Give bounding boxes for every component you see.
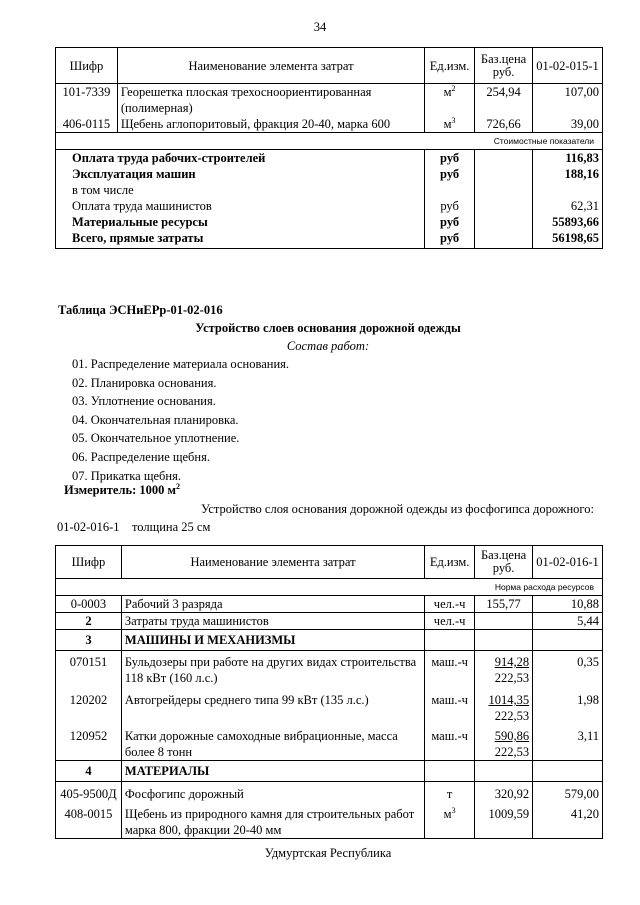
item-text: толщина 25 см xyxy=(132,520,211,534)
works-list xyxy=(72,355,289,485)
list-item: 06. Распределение щебня. xyxy=(72,449,210,464)
works-title: Состав работ: xyxy=(286,339,370,353)
page-number: 34 xyxy=(313,20,327,34)
cost-row: Оплата труда рабочих-строителей руб 116,83 xyxy=(56,150,603,167)
table-row: 2 Затраты труда машинистов чел.-ч 5,44 xyxy=(56,613,603,630)
table-row: 0-0003 Рабочий 3 разряда чел.-ч 155,77 10,88 xyxy=(56,596,603,613)
list-item: 03. Уплотнение основания. xyxy=(72,394,216,409)
table-header xyxy=(56,48,603,84)
col-code: Шифр xyxy=(56,546,122,579)
group-row: 4 МАТЕРИАЛЫ xyxy=(56,761,603,782)
col-unit: Ед.изм. xyxy=(425,546,475,579)
cost-row: в том числе xyxy=(56,182,603,198)
resources-table-015 xyxy=(55,47,603,249)
col-price: Баз.цена руб. xyxy=(475,48,533,84)
list-item: 05. Окончательное уплотнение. xyxy=(72,431,240,446)
table-row: 120952 Катки дорожные самоходные вибрационные, масса более 8 тонн маш.-ч 590,86 222,53 3,11 xyxy=(56,724,603,761)
table-header xyxy=(56,546,603,579)
norm-header-row: Норма расхода ресурсов xyxy=(56,579,603,596)
list-item: 02. Планировка основания. xyxy=(72,375,217,390)
col-norm: 01-02-016-1 xyxy=(533,546,603,579)
item-code: 01-02-016-1 xyxy=(57,520,120,534)
col-price: Баз.цена руб. xyxy=(475,546,533,579)
cost-row: Эксплуатация машин руб 188,16 xyxy=(56,166,603,182)
table-title: Таблица ЭСНиЕРр-01-02-016 xyxy=(58,303,223,317)
list-item: 04. Окончательная планировка. xyxy=(72,412,239,427)
meter: Измеритель: 1000 $м^2$ xyxy=(64,481,181,497)
col-name: Наименование элемента затрат xyxy=(117,48,424,84)
col-code: Шифр xyxy=(56,48,118,84)
group-row: 3 МАШИНЫ И МЕХАНИЗМЫ xyxy=(56,630,603,651)
list-item: 01. Распределение материала основания. xyxy=(72,357,290,371)
table-row: 120202 Автогрейдеры среднего типа 99 кВт (135 л.с.) маш.-ч 1014,35 222,53 1,98 xyxy=(56,686,603,724)
table-row: 406-0115 Щебень аглопоритовый, фракция 20-40, марка 600 $м^3$ 726,66 39,00 xyxy=(56,116,603,133)
col-norm: 01-02-015-1 xyxy=(533,48,603,84)
cost-row: Всего, прямые затраты руб 56198,65 xyxy=(56,230,603,249)
description: Устройство слоя основания дорожной одежды из фосфогипса дорожного: xyxy=(201,502,594,516)
col-unit: Ед.изм. xyxy=(425,48,475,84)
resources-table-016 xyxy=(55,545,603,839)
list-item: 07. Прикатка щебня. xyxy=(72,468,181,483)
table-row: 408-0015 Щебень из природного камня для строительных работ марка 800, фракции 20-40 мм $м^3$ 1009,59 41,20 xyxy=(56,802,603,839)
table-row: 101-7339 Георешетка плоская трехосноориентированная (полимерная) $м^2$ 254,94 107,00 xyxy=(56,84,603,117)
col-name: Наименование элемента затрат xyxy=(121,546,424,579)
footer-region: Удмуртская Республика xyxy=(264,846,392,860)
cost-header-row: Стоимостные показатели xyxy=(56,133,603,150)
table-row: 405-9500Д Фосфогипс дорожный т 320,92 579,00 xyxy=(56,782,603,803)
section-heading: Устройство слоев основания дорожной одежды xyxy=(195,321,461,335)
cost-row: Материальные ресурсы руб 55893,66 xyxy=(56,214,603,230)
table-row: 070151 Бульдозеры при работе на других видах строительства 118 кВт (160 л.с.) маш.-ч 914,28 222,53 0,35 xyxy=(56,651,603,687)
cost-row: Оплата труда машинистов руб 62,31 xyxy=(56,198,603,214)
